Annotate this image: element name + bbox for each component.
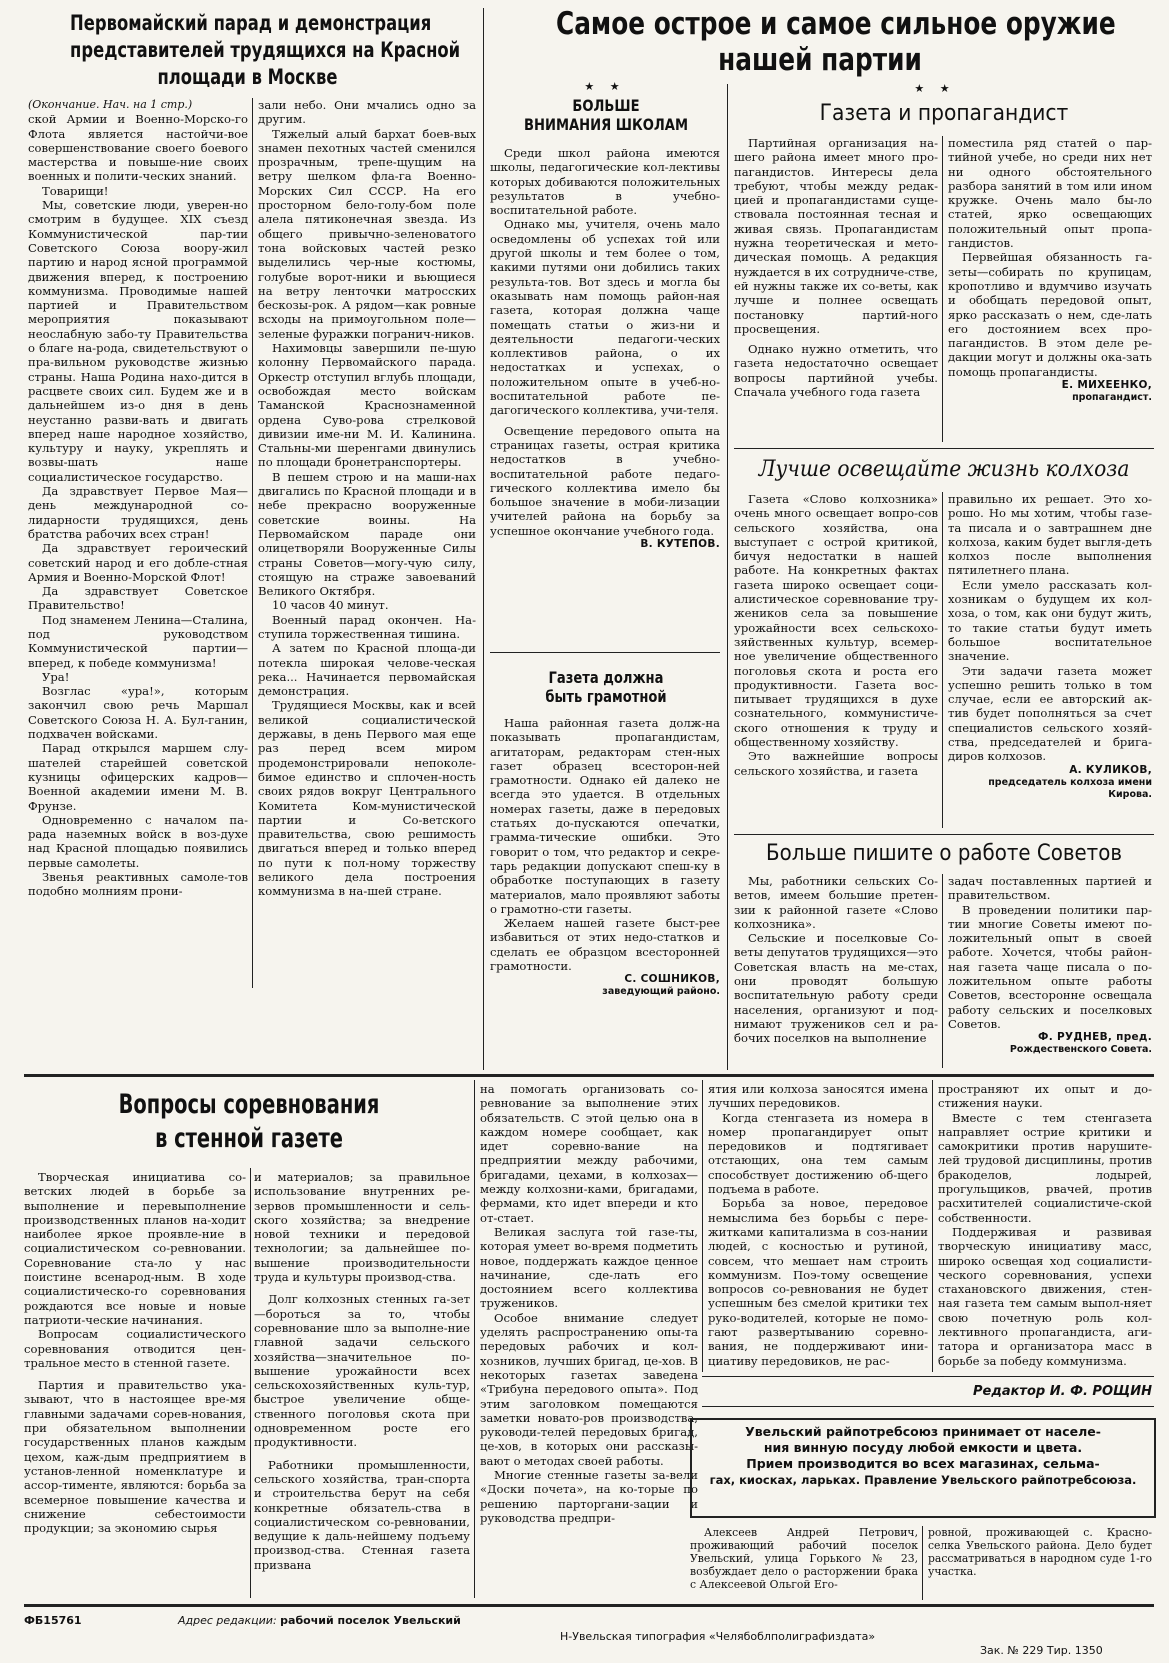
ad-line-1: Увельский райпотребсоюз принимает от населе- [745,1424,1101,1439]
propagandist-headline [734,100,1154,130]
footer-divider [24,1604,1154,1607]
propagandist-column-1 [734,136,938,442]
schools-signature: В. КУТЕПОВ. [640,538,720,551]
star-ornament: ★ ★ [914,82,956,95]
competition-title-line-2: в стенной газете [155,1123,343,1154]
parade-paragraph: Под знаменем Ленина—Сталина, под руководством Коммунистической партии—вперед, к победе коммунизма! [28,612,248,670]
kolkhoz-paragraph: Это важнейшие вопросы сельского хозяйства, и газета [734,749,938,778]
parade-title-line-1: Первомайский парад и демонстрация [70,11,432,35]
competition-paragraph: Поддерживая и развивая творческую инициативу масс, широко освещая ход социалисти-ческого соревнования, успехи стахановского движения, стен-ная газета тем самым выпол-няет свою почетную роль кол-лективного пропагандиста, аги-татора и организатора масс в борьбе за победу коммунизма. [938,1224,1152,1368]
schools-paragraph: Однако мы, учителя, очень мало осведомлены об успехах той или другой школы и тем более о том, какими путями они добились таких результа-тов. Вот здесь и могла бы оказывать нам помощь район-ная газета, которая должна чаще помещать статьи о жиз-ни и деятельности педагоги-ческих коллективов района, о их недостатках и успехах, о положительном опыте в учеб-но-воспитательной работе пе-дагогического коллектива, учи-теля. [490,217,720,418]
kolkhoz-paragraph: Газета «Слово колхозника» очень много освещает вопро-сов сельского хозяйства, она выступает с острой критикой, бичуя недостатки в нашей работе. На конкретных фактах газета широко освещает соци-алистическое соревнование тру-жеников села за повышение урожайности всех сельскохо-зяйственных культур, всемер-ное увеличение общественного поголовья скота и роста его продуктивности. Газета вос-питывает трудящихся в духе сознательного, коммунистиче-ского отношения к труду и общественному хозяйству. [734,492,938,750]
propagandist-paragraph: поместила ряд статей о пар-тийной учебе, но среди них нет ни одного обстоятельного разбора занятий в том или ином кружке. Очень мало бы-ло статей, ярко освещающих положительный опыт пропа-гандистов. [948,136,1152,251]
kolkhoz-title: Лучше освещайте жизнь колхоза [758,457,1130,482]
parade-title-line-2: представителей трудящихся на Красной [70,38,461,62]
banner-headline [490,6,1150,80]
propagandist-paragraph: Первейшая обязанность га-зеты—собирать по крупицам, кропотливо и вдумчиво изучать и обобщать передовой опыт, ярко рассказать о нем, сде-лать его достоянием всех про-пагандистов. В этом деле ре-дакции могут и должны ока-зать помощь пропагандисты. [948,250,1152,379]
star-ornament: ★ ★ [584,80,626,93]
parade-paragraph: Да здравствует Советское Правительство! [28,584,248,613]
soviets-signature-position: Рождественского Совета. [1009,1044,1152,1056]
propagandist-signature-position: пропагандист. [1072,392,1152,404]
parade-paragraph: Одновременно с началом па-рада наземных войск в воз-духе над Красной площадью появились первые самолеты. [28,812,248,870]
ad-line-2: ния винную посуду любой емкости и цвета. [763,1440,1083,1455]
kolkhoz-signature-position: председатель колхоза имени Кирова. [988,776,1152,800]
competition-paragraph: Вопросам социалистического соревнования отводится цен-тральное место в стенной газете. [24,1327,246,1370]
competition-paragraph: Долг колхозных стенных га-зет—бороться за то, чтобы соревнование шло за выполне-ние главной задачи сельского хозяйства—значительное по-вышение урожайности всех сельскохозяйственных куль-тур, быстрое увеличение обще-ственного поголовья скота при одновременном росте его продуктивности. [254,1292,470,1450]
footer-address [178,1614,461,1627]
parade-paragraph: А затем по Красной площа-ди потекла широкая челове-ческая река... Начинается первомайская демонстрация. [258,641,476,699]
soviets-paragraph: В проведении политики пар-тии многие Советы имеют по-ложительный опыт в своей работе. Хочется, чтобы район-ная газета чаще писала о по-ложительном опыте работы Советов, всесторонне освещала работу сельских и поселковых Советов. [948,902,1152,1031]
footer-printer: Н-Увельская типография «Челябоблполиграфиздата» [560,1630,876,1643]
footer-address-label: Адрес редакции: [178,1614,277,1627]
footer-code: ФБ15761 [24,1614,82,1627]
competition-paragraph: ятия или колхоза заносятся имена лучших передовиков. [708,1082,928,1111]
kolkhoz-column-1 [734,492,938,828]
competition-headline [24,1088,474,1168]
soviets-column-2 [948,874,1152,1068]
schools-title-line-1: БОЛЬШЕ [572,96,640,115]
parade-paragraph: В пешем строю и на маши-нах двигались по Красной площади и в небе прекрасно вооруженные советские воины. На Первомайском параде они олицетворяли Вооруженные Силы страны Советов—могу-чую силу, стоящую на страже завоеваний Великого Октября. [258,469,476,599]
schools-headline [490,96,722,140]
soviets-paragraph: Мы, работники сельских Со-ветов, имеем большие претен-зии к районной газете «Слово колхозника». [734,874,938,931]
soviets-title: Больше пишите о работе Советов [766,841,1122,866]
literate-title-line-1: Газета должна [548,668,664,687]
parade-title-line-3: площади в Москве [157,65,338,89]
parade-column-2 [258,98,476,988]
kolkhoz-signature: А. КУЛИКОВ, [1069,763,1152,776]
propagandist-title: Газета и пропагандист [819,101,1069,126]
parade-paragraph: Трудящиеся Москвы, как и всей великой социалистической державы, в день Первого мая еще раз перед всем миром продемонстрировали непоколе-бимое единство и сплочен-ность своих рядов вокруг Центрального Комитета Ком-мунистической партии и Со-ветского правительства, свою решимость двигаться вперед и только вперед по пути к пол-ному торжеству великого дела построения коммунизма в на-шей стране. [258,698,476,899]
section-divider [24,1074,1154,1077]
soviets-column-1 [734,874,938,1068]
competition-column-3 [480,1082,698,1598]
propagandist-column-2 [948,136,1152,442]
kolkhoz-column-2 [948,492,1152,828]
competition-column-5 [938,1082,1152,1372]
competition-paragraph: пространяют их опыт и до-стижения науки. [938,1082,1152,1111]
propagandist-paragraph: Однако нужно отметить, что газета недостаточно освещает вопросы партийной учебы. Спачала учебного года газета [734,342,938,400]
parade-paragraph: Ура! [42,669,70,684]
literate-signature: С. СОШНИКОВ, [624,973,720,986]
competition-paragraph: Многие стенные газеты за-вели «Доски почета», на ко-торые по решению парторгани-зации и руководства предпри- [480,1468,698,1525]
literate-signature-position: заведующий районо. [602,986,720,998]
banner-title-line-2: нашей партии [718,42,922,78]
parade-paragraph: зали небо. Они мчались одно за другим. [258,98,476,127]
divorce-notice-text: ровной, проживающей с. Красно-селка Увельского района. Дело будет рассматриваться в народном суде 1-го участка. [928,1526,1152,1578]
ad-line-3: Прием производится во всех магазинах, сельма- [746,1456,1100,1471]
competition-paragraph: Борьба за новое, передовое немыслима без борьбы с пере-житками капитализма в соз-нании людей, с косностью и рутиной, совсем, что мешает нам строить коммунизм. Поэ-тому освещение вопросов со-ревнования не будет успешным без смелой критики тех руко-водителей, которые не помо-гают развертыванию соревно-вания, не поддерживают ини-циативу передовиков, не рас- [708,1196,928,1368]
schools-paragraph: Среди школ района имеются школы, педагогические кол-лективы которых добиваются положительных результатов в учебно-воспитательной работе. [490,146,720,218]
literate-column [490,716,720,1066]
parade-column-1 [28,98,248,988]
editor-line: Редактор И. Ф. РОЩИН [972,1384,1152,1399]
competition-paragraph: Вместе с тем стенгазета направляет острие критики и самокритики против нарушите-лей трудовой дисциплины, против бракоделов, лодырей, прогульщиков, рвачей, против расхитителей социалистиче-ской собственности. [938,1110,1152,1225]
continuation-note: (Окончание. Нач. на 1 стр.) [28,98,193,111]
parade-headline [20,10,475,94]
parade-paragraph: Военный парад окончен. На-ступила торжественная тишина. [258,612,476,641]
competition-paragraph: Когда стенгазета из номера в номер пропагандирует опыт передовиков и подтягивает отстающих, она тем самым способствует достижению об-щего подъема в работе. [708,1110,928,1197]
parade-paragraph: Возглас «ура!», которым закончил свою речь Маршал Советского Союза Н. А. Бул-ганин, подхвачен войсками. [28,684,248,742]
competition-paragraph: Творческая инициатива со-ветских людей в борьбе за выполнение и перевыполнение производственных планов на-ходит наиболее яркое проявле-ние в социалистическом со-ревновании. Соревнование ста-ло у нас поистине всенарод-ным. В ходе социалистическо-го соревнования рождаются все новые и новые патриоти-ческие начинания. [24,1170,246,1327]
competition-paragraph: и материалов; за правильное использование внутренних ре-зервов промышленности и сель-ского хозяйства; за внедрение новой техники и передовой технологии; за дальнейшее по-вышение производительности труда и культуры производ-ства. [254,1170,470,1285]
parade-paragraph: Звенья реактивных самоле-тов подобно молниям прони- [28,870,248,899]
soviets-headline [734,840,1154,870]
parade-paragraph: Мы, советские люди, уверен-но смотрим в будущее. XIX съезд Коммунистической пар-тии Советского Союза воору-жил партию и народ ясной программой движения вперед, к построению коммунизма. Проводимые нашей партией и Правительством мероприятия показывают неослабную забо-ту Правительства о благе на-рода, свидетельствуют о пра-вильном руководстве жизнью страны. Наша Родина нахо-дится в расцвете своих сил. Будем же и в дальнейшем из-о дня в день неустанно разви-вать и двигать вперед наше народное хозяйство, культуру и науку, укреплять и возвы-шать наше социалистическое государство. [28,198,248,484]
schools-column [490,146,720,646]
competition-paragraph: Особое внимание следует уделять распространению опы-та передовых рабочих и кол-хозников, лучших бригад, це-хов. В некоторых газетах заведена «Трибуна передового опыта». Под этим заголовком помещаются заметки новато-ров производства, руководи-телей передовых бригад, це-хов, в которых они рассказы-вают о методах своей работы. [480,1310,698,1468]
parade-paragraph: ской Армии и Военно-Морско-го Флота является настойчи-вое совершенствование своего боевого мастерства и повыше-ние своих военных и полити-ческих знаний. [28,112,248,184]
parade-paragraph: Да здравствует героический советский народ и его добле-стная Армия и Военно-Морской Флот! [28,541,248,584]
propagandist-paragraph: Партийная организация на-шего района имеет много про-пагандистов. Интересы дела требуют, чтобы между редак-цией и пропагандистами суще-ствовала постоянная тесная и живая связь. Пропагандистам нужна теоретическая и мето-дическая помощь. А редакция нуждается в их сотрудниче-стве, ей нужны также их со-веты, как лучше и полнее освещать постановку партий-ного просвещения. [734,136,938,336]
kolkhoz-paragraph: Если умело рассказать кол-хозникам о будущем их кол-хоза, о том, как они будут жить, то такие статьи будут иметь большое воспитательное значение. [948,577,1152,664]
parade-paragraph: Парад открылся маршем слу-шателей старейшей советской кузницы офицерских кадров—Военной академии имени М. В. Фрунзе. [28,741,248,813]
propagandist-signature: Е. МИХЕЕНКО, [1061,379,1152,392]
literate-paragraph: Желаем нашей газете быст-рее избавиться от этих недо-статков и сделать ее образцом всесторонней грамотности. [490,916,720,974]
competition-paragraph: на помогать организовать со-ревнование за выполнение этих обязательств. С этой целью она в каждом номере сообщает, как идет соревно-вание на предприятии между рабочими, бригадами, цехами, в колхозах—между колхозни-ками, бригадами, фермами, кто идет впереди и кто от-стает. [480,1082,698,1225]
divorce-notice-text: Алексеев Андрей Петрович, проживающий рабочий поселок Увельский, улица Горького № 23, возбуждает дело о расторжении брака с Алексеевой Ольгой Его- [690,1526,918,1591]
parade-paragraph: 10 часов 40 минут. [272,598,389,613]
banner-title-line-1: Самое острое и самое сильное оружие [556,6,1116,42]
recycling-advertisement [690,1418,1156,1518]
soviets-paragraph: задач поставленных партией и правительством. [948,874,1152,903]
literate-headline [490,668,722,710]
schools-paragraph: Освещение передового опыта на страницах газеты, острая критика недостатков в учебно-воспитательной работе педаго-гического коллектива имело бы большое значение в моби-лизации учителей района на борьбу за успешное окончание учебного года. [490,423,720,538]
divorce-notice-column-1 [690,1526,918,1600]
parade-paragraph: Да здравствует Первое Мая—день международной со-лидарности трудящихся, день братства рабочих всех стран! [28,484,248,541]
kolkhoz-paragraph: Эти задачи газета может успешно решить только в том случае, если ее авторский ак-тив будет пополняться за счет специалистов сельского хозяй-ства, председателей и брига-диров колхозов. [948,663,1152,764]
literate-paragraph: Наша районная газета долж-на показывать пропагандистам, агитаторам, редакторам стен-ных газет образец всесторон-ней грамотности. Однако ей далеко не всегда это удается. В отдельных номерах газеты, даже в передовых статьях до-пускаются опечатки, грамма-тические ошибки. Это говорит о том, что редактор и секре-тарь редакции допускают спеш-ку в обработке поступающих в газету материалов, мало проявляют заботы о грамотно-сти газеты. [490,716,720,916]
footer-order: Зак. № 229 Тир. 1350 [980,1644,1103,1657]
divorce-notice-column-2 [928,1526,1152,1600]
footer-address-value: рабочий поселок Увельский [280,1614,461,1627]
kolkhoz-paragraph: правильно их решает. Это хо-рошо. Но мы хотим, чтобы газе-та писала и о завтрашнем дне колхоза, каким будет выгля-деть колхоз после выполнения пятилетнего плана. [948,492,1152,578]
kolkhoz-headline [734,456,1154,486]
parade-paragraph: Нахимовцы завершили пе-шую колонну Первомайского парада. Оркестр отступил вглубь площади, освобождая место войскам Таманской Краснознаменной ордена Суво-рова стрелковой дивизии име-ни М. И. Калинина. Стальны-ми шеренгами двинулись по площади бронетранспортеры. [258,341,476,470]
soviets-paragraph: Сельские и поселковые Со-веты депутатов трудящихся—это Советская власть на ме-стах, они проводят большую воспитательную работу среди населения, организуют и под-нимают тружеников сел и ра-бочих поселков на выполнение [734,931,938,1046]
competition-column-1 [24,1170,246,1598]
parade-paragraph: Тяжелый алый бархат боев-вых знамен пехотных частей сменился прозрачным, трепе-щущим на ветру шелком фла-га Военно-Морских Сил СССР. На его просторном бело-голу-бом поле алела пятиконечная звезда. Из общего привычно-зеленоватого тона войсковых частей резко выделились чер-ные костюмы, голубые ворот-ники и вьющиеся на ветру ленточки матросских бескозы-рок. А рядом—как ровные всходы на примоугольном поле—зеленые фуражки погранич-ников. [258,126,476,341]
competition-column-2 [254,1170,470,1598]
competition-paragraph: Работники промышленности, сельского хозяйства, тран-спорта и строительства берут на себя конкретные обязатель-ства в социалистическом со-ревновании, ведущие к даль-нейшему подъему производ-ства. Стенная газета призвана [254,1457,470,1572]
literate-title-line-2: быть грамотной [545,687,667,706]
parade-paragraph: Товарищи! [42,183,109,198]
competition-column-4 [708,1082,928,1372]
soviets-signature: Ф. РУДНЕВ, пред. [1038,1031,1152,1044]
competition-paragraph: Великая заслуга той газе-ты, которая умеет во-время подметить новое, поддержать каждое ценное начинание, сде-лать его достоянием всего коллектива тружеников. [480,1224,698,1311]
competition-paragraph: Партия и правительство ука-зывают, что в настоящее вре-мя главными задачами сорев-нования, при обязательном выполнении государственных планов каждым цехом, каж-дым предприятием в установ-ленной номенклатуре и ассор-тименте, являются: борьба за всемерное повышение качества и снижение себестоимости продукции; за экономию сырья [24,1378,246,1536]
schools-title-line-2: ВНИМАНИЯ ШКОЛАМ [524,115,688,134]
competition-title-line-1: Вопросы соревнования [118,1089,380,1120]
ad-line-4: гах, киосках, ларьках. Правление Увельского райпотребсоюза. [709,1473,1137,1487]
